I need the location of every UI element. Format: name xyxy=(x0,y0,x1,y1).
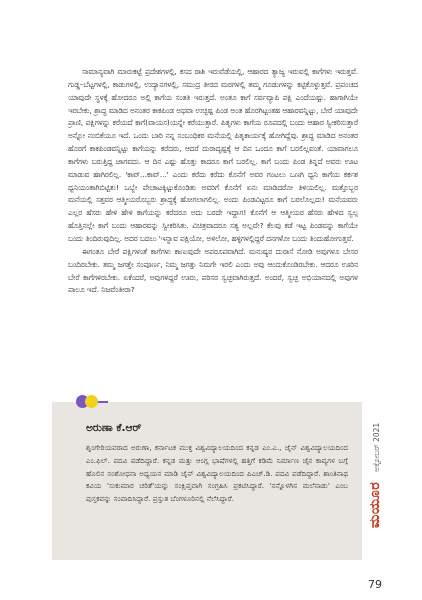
article-body xyxy=(68,66,358,297)
author-name: ಅರುಣಾ ಕೆ.ಆರ್ xyxy=(86,422,142,434)
article-paragraph-1: ಸಾಮಾನ್ಯವಾಗಿ ಮಾರುಕಟ್ಟೆ ಪ್ರದೇಶಗಳಲ್ಲಿ, ಕಸದ ರಾಶಿ ಇರುವೆಡೆಯಲ್ಲಿ, ಆಹಾರದ ತ್ಯಾಜ್ಯ ಇರುವಲ್ಲಿ ಕಾಗೆಗಳು ಇರುತ್ತವೆ. ಗುಡ್ಡ–ಬೆಟ್ಟಗಳಲ್ಲಿ, ಕಾಡುಗಳಲ್ಲಿ, ಉದ್ಯಾನಗಳಲ್ಲಿ, ಸಮುದ್ರ ತೀರದ ಮರಗಳಲ್ಲಿ ತಮ್ಮ ಗೂಡುಗಳನ್ನು ಕಟ್ಟಿಕೊಳ್ಳುತ್ತವೆ. ಪ್ರಪಂಚದ ಯಾವುದೇ ಸ್ಥಳಕ್ಕೆ ಹೋದರೂ ಅಲ್ಲಿ ಕಾಗೆಯ ಸಂತತಿ ಇರುತ್ತದೆ. ಅಂತೂ ಕಾಗೆ ಸರ್ವವ್ಯಾಪಿ ಪಕ್ಷಿ ಎಂದೆಯಷ್ಟು. ಹಾಗಾಗಿಯೇ ಇರಬೇಕು, ಶ್ರಾದ್ಧ ಮಾಡಿದ ಅನಂತರ ಕಾಕಪಿಂಡ ಅಥವಾ ಉಚ್ಛಿಷ್ಟ ಪಿಂಡ ಅಂತ ಹೊರಗಿಟ್ಟಂತಹ ಆಹಾರವನ್ನಿಟ್ಟು, ಬೇರೆ ಯಾವುದೇ ಪ್ರಾಣಿ, ಪಕ್ಷಿಗಳನ್ನು ಕರೆಯದೆ ಕಾಗೆ(ವಾಯಸ)ಯನ್ನೇ ಕರೆಯುತ್ತಾರೆ. ಪಿತೃಗಳು ಕಾಗೆಯ ರೂಪದಲ್ಲಿ ಬಂದು ಆಹಾರ ಸ್ವೀಕರಿಸುತ್ತಾರೆ ಅನ್ನೋ ನಂಬಿಕೆಯೂ ಇದೆ. ಒಂದು ಬಾರಿ ನನ್ನ ಸಂಬಂಧಿಕರ ಮನೆಯಲ್ಲಿ ಪಿತೃಕಾರ್ಯಕ್ಕೆ ಹೋಗಿದ್ದೆವು. ಶ್ರಾದ್ಧ ಮಾಡಿದ ಅನಂತರ ಹೊರಗೆ ಕಾಕಪಿಂಡವನ್ನಿಟ್ಟು ಕಾಗೆಯನ್ನು ಕರೆದರು, ಆದರೆ ದುರಾದೃಷ್ಟಕ್ಕೆ ಆ ದಿನ ಒಂದೂ ಕಾಗೆ ಬರಲಿಲ್ಲವಂತೆ. ಯಾವಾಗಲೂ ಕಾಗೆಗಳು ಬರುತ್ತಿದ್ದ ಜಾಗವದು. ಆ ದಿನ ಎಷ್ಟು ಹೊತ್ತು ಕಾದರೂ ಕಾಗೆ ಬರಲಿಲ್ಲ. ಕಾಗೆ ಬಂದು ಪಿಂಡ ತಿನ್ನದೆ ಅವರು ಊಟ ಮಾಡುವ ಹಾಗಿರಲಿಲ್ಲ. 'ಕಾವ್...ಕಾವ್...' ಎಂದು ಕರೆದು ಕರೆದು ಕೊನೆಗೆ ಅವರ ಗಂಟಲು ಒಣಗಿ ಧ್ವನಿ ಕಾಗೆಯ ಕರ್ಕಶ ಧ್ವನಿಯಂತಾಗಿಬಿಟ್ಟಿತು! ಒಬ್ಬೇ ಪೇಚಾಟಕ್ಕಿಟ್ಟುಕೊಂಡಿತು ಅವರಿಗೆ ಕೊನೆಗೆ ಏನು ಮಾಡಿದರೋ ತಿಳಿಯಲಿಲ್ಲ. ಮತ್ತೊಬ್ಬರ ಮನೆಯಲ್ಲಿ ಸತ್ತವರ ಆತ್ಮೀಯರೊಬ್ಬರು ಶ್ರಾದ್ಧಕ್ಕೆ ಹೋಗಲಾಗಲಿಲ್ಲ. ಅಂದು ಪಿಂಡವಿಟ್ಟರೂ ಕಾಗೆ ಬರಲೊಲ್ಲದು! ಮನೆಯವರು ಎಲ್ಲರ ಹೆಸರು ಹೇಳಿ ಹೇಳಿ ಕಾಗೆಯನ್ನು ಕರೆದರೂ ಅದು ಬರದೇ ಇದ್ದಾಗ! ಕೊನೆಗೆ ಆ ಆತ್ಮೀಯರ ಹೆಸರು ಹೇಳಿದ ಸ್ವಲ್ಪ ಹೊತ್ತಿನಲ್ಲೇ ಕಾಗೆ ಬಂದು ಆಹಾರವನ್ನು ಸ್ವೀಕರಿಸಿತು. ವಿಚಿತ್ರವಾದರೂ ಸತ್ಯ ಅಲ್ಲವೇ? ಕೆಲವು ಕಡೆ ಇಟ್ಟ ಪಿಂಡವನ್ನು ಕಾಗೆಯೇ ಬಂದು ತಿಂದಿರುವುದಿಲ್ಲ. ಅದರ ಬದಲು 'ಇನ್ನಾವ ಪಕ್ಷಿಯೋ, ಅಳಿಲೋ, ಹಳ್ಳಿಗಳಲ್ಲಿದ್ದರೆ ದನಗಳೋ ಬಂದು ತಿಂದುಹೋಗುತ್ತವೆ. xyxy=(68,67,358,243)
issue-date: ಅಕ್ಟೋಬರ್ 2021 xyxy=(372,422,381,472)
yellow-dot-icon xyxy=(85,395,98,408)
magazine-brand: ಮಯೂರ xyxy=(367,481,383,528)
masthead xyxy=(364,423,383,528)
page-number: 79 xyxy=(368,578,382,591)
author-bio: ಶೃಂಗೇರಿಯವರಾದ ಅರುಣಾ, ಕರ್ನಾಟಕ ಮುಕ್ತ ವಿಶ್ವವಿದ್ಯಾಲಯದಿಂದ ಕನ್ನಡ ಎಂ.ಎ., ಜೈನ್ ವಿಶ್ವವಿದ್ಯಾಲಯದಿಂದ ಎಂ.ಫಿಲ್. ಪದವಿ ಪಡೆದಿದ್ದಾರೆ. ಕನ್ನಡ ಮತ್ತು ಆಂಗ್ಲ ಭಾಷೆಗಳಲ್ಲಿ ಹತ್ತಿಗೆ ಕಡಿಮೆ ನಿರ್ಮಾಣ ಜೈನ ಕಾವ್ಯಗಳ ಬಗ್ಗೆ ಹೊಲಿನ ಸಂಶೋಧನಾ ಅಧ್ಯಯನ ಮಾಡಿ ಜೈನ್ ವಿಶ್ವವಿದ್ಯಾಲಯದಿಂದ ಪಿಎಚ್.ಡಿ. ಪದವಿ ಪಡೆದಿದ್ದಾರೆ. ಶಾಂತಿನಾಥ ಕವಿಯ 'ಸುಕುಮಾರ ಚರಿತೆ'ಯನ್ನು ಸಂಕ್ಷಿಪ್ತವಾಗಿ ಸಂಗ್ರಹಿಸಿ ಪ್ರಕಟಿಸಿದ್ದಾರೆ. 'ನನ್ನೊಳಗಿನ ಮಲೆನಾಡು' ಎಂಬ ಪುಸ್ತಕವನ್ನು ಸಂಪಾದಿಸಿದ್ದಾರೆ. ಪ್ರಸ್ತುತ ಬೆಂಗಳೂರಿನಲ್ಲಿ ನೆಲೆಸಿದ್ದಾರೆ. xyxy=(86,443,348,504)
article-paragraph-2: ಈಗಂತೂ ಬೇರೆ ಪಕ್ಷಿಗಳಂತೆ ಕಾಗೆಗಳು ಕಾಣುವುದೇ ಅಪರೂಪವಾಗಿದೆ. ಮನುಷ್ಯರ ದುರಾಸೆ ನೋಡಿ ಅವುಗಳೂ ಬೇಸರ ಬಂದಿರಬೇಕು. ತಮ್ಮ ಜಗತ್ತೇ ಸಂಪೂರ್ಣ, ನಿಮ್ಮ ಜಗತ್ತು ನಿಮಗೇ ಇರಲಿ ಎಂದು ಅವು ಆಂದುಕೊಂಡಿರಬೇಕು. ಆದರೂ ಊರಿನ ಬೇರೆ ಕಾಗೆಗಳಿರಬೇಕು. ಏಕೆಂದರೆ, ಅವುಗಳಿದ್ದರೆ ಊರು, ಪರಿಸರ ಸ್ವಚ್ಛವಾಗಿರುತ್ತದೆ. ಅಂದರೆ, ಸ್ವಚ್ಛ ಅಭಿಯಾನದಲ್ಲಿ ಅವುಗಳ ಪಾಲೂ ಇದೆ. ನಿಜವೆಂತೀರಾ? xyxy=(68,246,358,295)
